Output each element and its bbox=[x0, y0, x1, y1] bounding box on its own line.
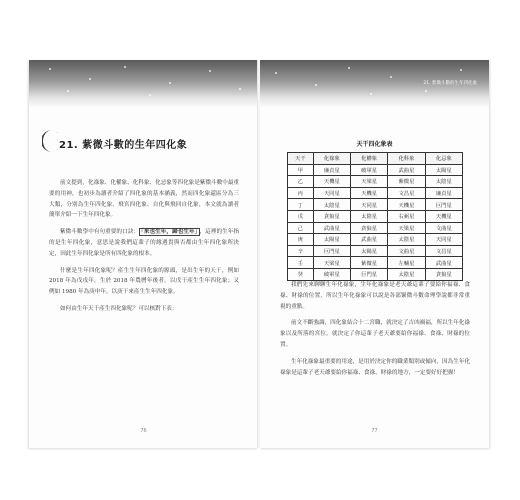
table-cell: 文曲星 bbox=[425, 222, 462, 234]
page-number: 76 bbox=[140, 428, 147, 434]
table-row bbox=[288, 176, 463, 188]
table-row bbox=[288, 164, 463, 176]
paragraph: 我們先來聊聊生年化祿象，生年化祿象是老天爺這輩子要給你福祿、食祿、財祿的位置，所以生年化祿象可以說是各部緊微斗數命理學說都非常重視的重點。 bbox=[280, 282, 470, 310]
table-cell: 太陽星 bbox=[425, 164, 462, 176]
table-cell: 紫微星 bbox=[388, 176, 425, 188]
header-starfield bbox=[260, 60, 489, 108]
table-cell: 天機星 bbox=[350, 187, 387, 199]
table-cell: 己 bbox=[288, 222, 314, 234]
sihua-table bbox=[287, 152, 463, 281]
table-cell: 天同星 bbox=[313, 187, 350, 199]
table-cell: 乙 bbox=[288, 176, 314, 188]
table-row bbox=[288, 268, 463, 280]
running-head: 21. 紫微斗數的生年四化象 bbox=[423, 81, 477, 86]
table-cell: 庚 bbox=[288, 234, 314, 246]
table-cell: 廉貞星 bbox=[313, 164, 350, 176]
right-body-text bbox=[280, 280, 470, 384]
page-number: 77 bbox=[371, 428, 378, 434]
table-row bbox=[288, 234, 463, 246]
table-cell: 太陽星 bbox=[350, 245, 387, 257]
table-cell: 文昌星 bbox=[388, 187, 425, 199]
table-cell: 丁 bbox=[288, 199, 314, 211]
right-page bbox=[260, 60, 489, 448]
table-title: 天干四化象表 bbox=[356, 141, 393, 148]
table-cell: 右弼星 bbox=[388, 210, 425, 222]
paragraph: 前文提到，化祿象、化權象、化科象、化忌象等四化象是紫微斗數中最重要的用神，也初步為讀者介紹了四化象的基本涵義，然而四化象還區分為三大類，分別為生年四化象、飛宮四化象、自化與飛回自化象，本文就為讀者簡單介紹一下生年四化象。 bbox=[49, 180, 240, 219]
table-header-row bbox=[288, 153, 463, 165]
table-cell: 文昌星 bbox=[425, 245, 462, 257]
table-cell: 紫微星 bbox=[350, 257, 387, 269]
table-cell: 癸 bbox=[288, 268, 314, 280]
table-cell: 破軍星 bbox=[350, 164, 387, 176]
quote-suffix: ， bbox=[199, 229, 206, 236]
table-cell: 天同星 bbox=[425, 234, 462, 246]
table-cell: 貪狼星 bbox=[350, 222, 387, 234]
table-cell: 天機星 bbox=[388, 199, 425, 211]
table-cell: 武曲星 bbox=[425, 257, 462, 269]
table-cell: 天機星 bbox=[313, 176, 350, 188]
chapter-title bbox=[59, 136, 187, 151]
crescent-moon-icon bbox=[42, 129, 58, 153]
table-row bbox=[288, 187, 463, 199]
column-header: 化科象 bbox=[388, 153, 425, 165]
table-cell: 左輔星 bbox=[388, 257, 425, 269]
paragraph bbox=[49, 227, 239, 259]
paragraph-lead: 紫微斗數學中有句重要的口訣： bbox=[60, 229, 140, 236]
table-cell: 巨門星 bbox=[425, 199, 462, 211]
table-row bbox=[288, 257, 463, 269]
left-page bbox=[29, 60, 258, 448]
paragraph: 什麼是生年四化象呢？產生生年四化象的源頭，是出生年的天干，例如 2018 年為戊戌年，生於 2018 年農曆年後者，以戊干產生生年四化象；又例如 1980 年為庚申年，以庚干來產生生年四化象。 bbox=[49, 267, 239, 296]
table-cell: 辛 bbox=[288, 245, 314, 257]
column-header: 化權象 bbox=[350, 153, 387, 165]
table-cell: 武曲星 bbox=[388, 164, 425, 176]
table-cell: 甲 bbox=[288, 164, 314, 176]
header-starfield bbox=[29, 60, 258, 108]
table-cell: 太陽星 bbox=[313, 234, 350, 246]
quote-box: 「來也生年，歸也生年」 bbox=[141, 229, 198, 236]
table-cell: 武曲星 bbox=[350, 234, 387, 246]
table-cell: 太陰星 bbox=[388, 268, 425, 280]
table-cell: 巨門星 bbox=[313, 245, 350, 257]
table-row bbox=[288, 210, 463, 222]
table-cell: 廉貞星 bbox=[425, 187, 462, 199]
table-cell: 戊 bbox=[288, 210, 314, 222]
chapter-number: 21. bbox=[59, 140, 79, 151]
table-row bbox=[288, 245, 463, 257]
column-header: 化祿象 bbox=[313, 153, 350, 165]
table-cell: 天梁星 bbox=[388, 222, 425, 234]
table-cell: 武曲星 bbox=[313, 222, 350, 234]
table-cell: 太陰星 bbox=[388, 234, 425, 246]
left-body-text bbox=[49, 178, 239, 321]
table-row bbox=[288, 222, 463, 234]
table-row bbox=[288, 199, 463, 211]
table-cell: 太陰星 bbox=[425, 176, 462, 188]
table-cell: 天機星 bbox=[425, 210, 462, 222]
table-cell: 巨門星 bbox=[350, 268, 387, 280]
table-cell: 天梁星 bbox=[313, 257, 350, 269]
table-cell: 天同星 bbox=[350, 199, 387, 211]
chapter-title-text: 紫微斗數的生年四化象 bbox=[82, 140, 188, 151]
table-cell: 太陰星 bbox=[350, 210, 387, 222]
table-cell: 貪狼星 bbox=[425, 268, 462, 280]
paragraph: 生年化祿象最重要的用途，是用於決定你的職業類別或傾向，因為生年化祿象是這輩子老天爺要給你福祿、食祿、財祿的地方，一定要好好把握！ bbox=[280, 358, 471, 376]
paragraph: 如何由生年天干產生四化象呢？可以核對下表： bbox=[60, 305, 178, 312]
table-cell: 天梁星 bbox=[350, 176, 387, 188]
table-cell: 太陰星 bbox=[313, 199, 350, 211]
table-cell: 文曲星 bbox=[388, 245, 425, 257]
table-cell: 壬 bbox=[288, 257, 314, 269]
table-cell: 破軍星 bbox=[313, 268, 350, 280]
paragraph: 前文不斷強調，四化象結合十二宮職，就決定了吉凶禍福，所以生年化祿象以及所落的宮位，就決定了你這輩子老天爺要給你福祿、食祿、財祿的位置。 bbox=[280, 320, 471, 348]
table-cell: 丙 bbox=[288, 187, 314, 199]
paragraph-continuation: 這裡的生年指的是生年四化象，意思是說我們這輩子的緣遇貴與否都由生年四化象所決定，因此生年四化象是所有四化象的根本。 bbox=[49, 229, 239, 257]
column-header: 化忌象 bbox=[425, 153, 462, 165]
column-header: 天干 bbox=[288, 153, 314, 165]
table-cell: 貪狼星 bbox=[313, 210, 350, 222]
